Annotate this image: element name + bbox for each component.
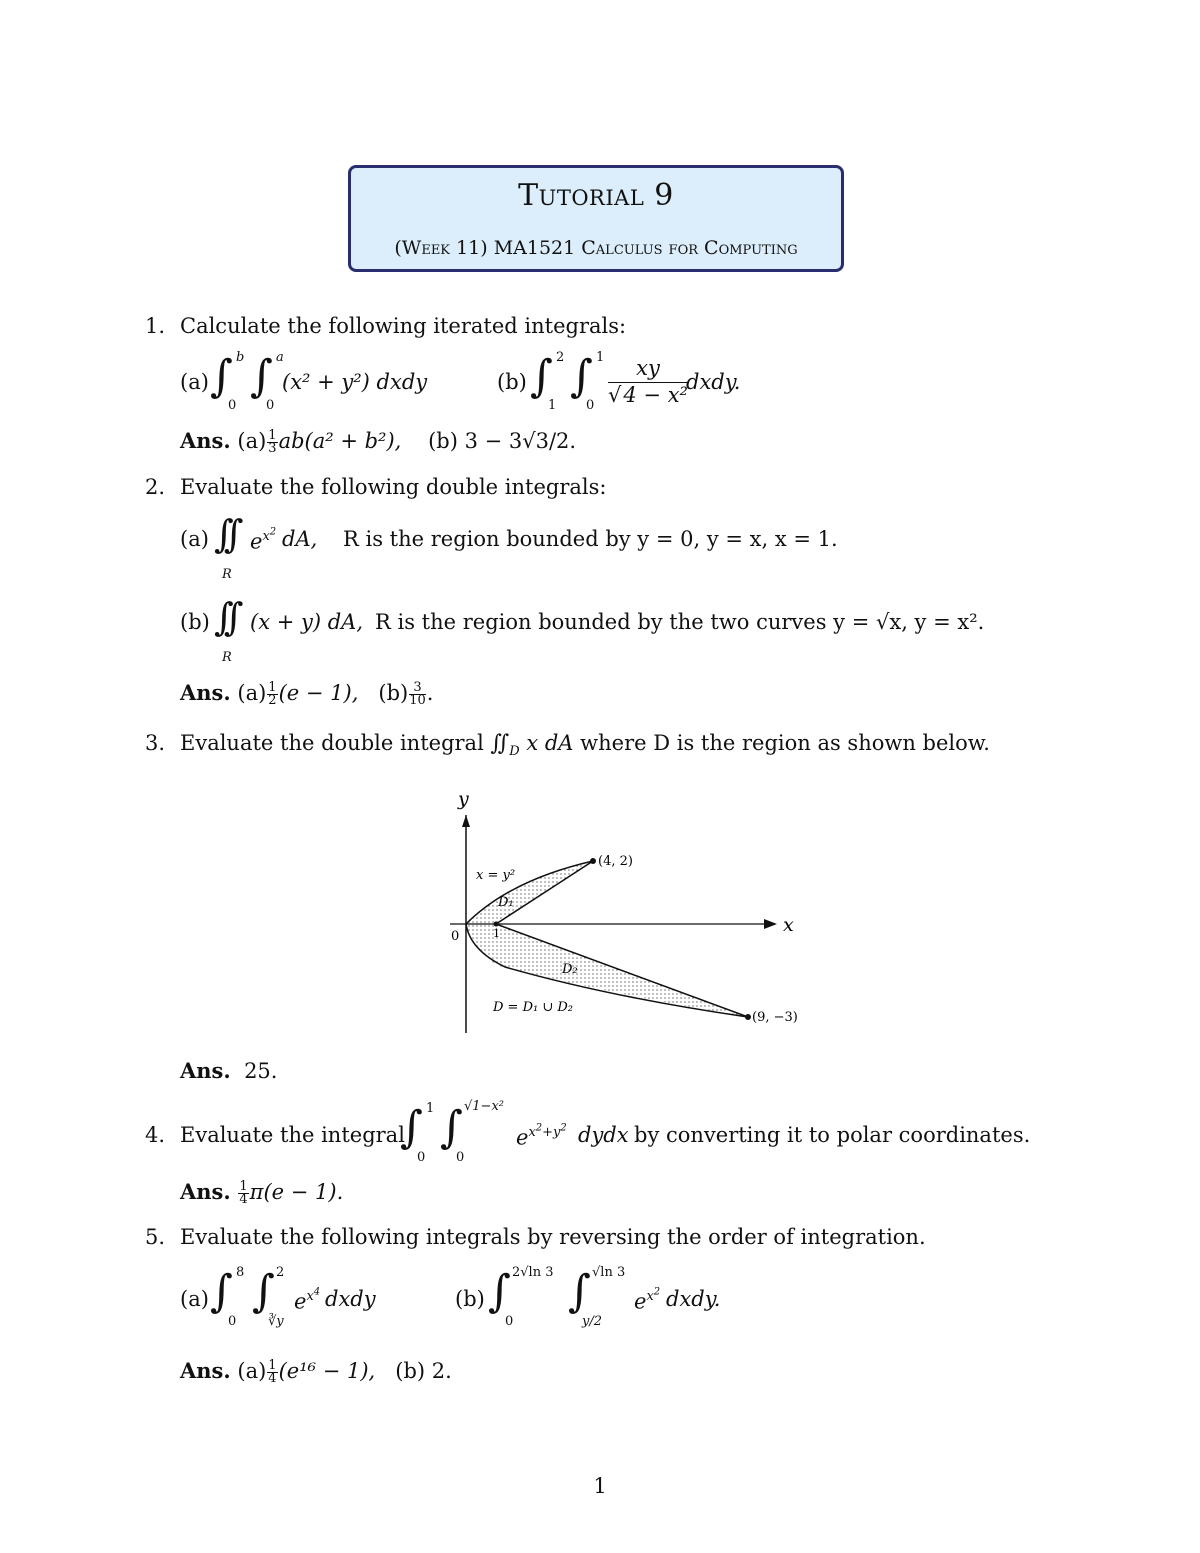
q5a-integral-inner: ∫	[252, 1266, 275, 1317]
q3-prompt-post: where D is the region as shown below.	[580, 731, 990, 755]
q4-number: 4.	[145, 1123, 166, 1147]
q3-prompt	[180, 731, 990, 759]
page-title: Tutorial 9	[518, 178, 674, 213]
q5-ans-a-frac	[267, 1360, 277, 1385]
point-1-0	[494, 922, 499, 927]
y-axis-label: y	[458, 788, 469, 810]
q1b-upper-outer: 2	[556, 350, 565, 365]
q1b-tail: dxdy.	[686, 370, 741, 394]
q1a-lower-inner: 0	[266, 398, 275, 413]
union-label: D = D₁ ∪ D₂	[493, 1000, 574, 1015]
q2-ans-b-num: 3	[409, 682, 426, 695]
q5b-lower-inner: y/2	[582, 1314, 602, 1329]
q5a-lower-outer: 0	[228, 1314, 237, 1329]
q5-ans-a-rest: (e¹⁶ − 1),	[278, 1359, 376, 1383]
q5b-upper-inner: √ln 3	[592, 1265, 626, 1280]
q5b-integral-outer: ∫	[488, 1266, 511, 1317]
q4-integrand: dydx	[578, 1123, 629, 1147]
q1b-label: (b)	[497, 370, 527, 394]
q4-prompt-post: by converting it to polar coordinates.	[634, 1123, 1031, 1147]
q4-upper-inner: √1−x²	[464, 1099, 504, 1114]
q3-integrand: x dA	[526, 731, 574, 755]
q2-ans-b-den: 10	[409, 693, 426, 708]
q3-ans-label: Ans.	[180, 1058, 231, 1083]
q5b-label: (b)	[455, 1287, 485, 1311]
point-4-2	[590, 858, 596, 864]
q2-ans-b: (b)	[378, 681, 409, 705]
q4-lower-outer: 0	[417, 1150, 426, 1165]
q1b-denominator: √4 − x²	[608, 383, 688, 407]
point-top-label: (4, 2)	[598, 854, 633, 869]
y-axis-arrow	[462, 815, 470, 827]
q5-ans-label: Ans.	[180, 1358, 231, 1383]
q5b-upper-outer: 2√ln 3	[512, 1265, 554, 1280]
q5a-integral-outer: ∫	[210, 1266, 233, 1317]
region-figure	[440, 785, 820, 1040]
q2a-label: (a)	[180, 527, 209, 551]
q3-number: 3.	[145, 731, 166, 755]
q4-answer	[180, 1179, 343, 1206]
q1-ans-a-num: 1	[268, 428, 277, 443]
q2-ans-a-num: 1	[268, 680, 277, 695]
q3-prompt-pre: Evaluate the double integral	[180, 731, 484, 755]
q1-ans-a: (a)	[237, 429, 267, 453]
q1b-upper-inner: 1	[596, 350, 605, 365]
q1b-numerator: xy	[608, 356, 688, 383]
q3-answer	[180, 1058, 277, 1083]
q2b-integrand: (x + y) dA,	[250, 610, 363, 634]
q5-ans-a-num: 1	[268, 1358, 277, 1373]
q4-ans-num: 1	[239, 1179, 248, 1194]
q1-ans-a-den: 3	[268, 441, 277, 456]
q3-double-integral: ∬	[490, 731, 510, 756]
q4-integral-outer: ∫	[400, 1102, 423, 1153]
q1b-denominator-radicand: 4 − x²	[623, 383, 688, 407]
one-label: 1	[493, 927, 500, 940]
q4-ans-label: Ans.	[180, 1179, 231, 1204]
q2b-double-integral: ∫∫	[214, 595, 234, 639]
q2-answer: Ans. (a) $\frac{1}{2}$ (e − 1), (b) $\frac{3}{10}$ .	[180, 680, 434, 708]
q1-ans-a-rest: ab(a² + b²),	[278, 429, 402, 453]
q1-ans-label: Ans.	[180, 428, 231, 453]
q5-answer	[180, 1358, 452, 1385]
q2b-region: R is the region bounded by the two curves y = √x, y = x².	[375, 610, 985, 634]
q1a-integrand: (x² + y²) dxdy	[282, 370, 428, 394]
q1a-upper-inner: a	[276, 350, 284, 365]
q1b-fraction	[608, 356, 688, 407]
q2-ans-a: (a)	[237, 681, 267, 705]
q1a-integral-inner: ∫	[250, 351, 273, 402]
q4-exp: $e^{x^2+y^2}$	[516, 1123, 567, 1150]
q5b-integral-inner: ∫	[568, 1266, 591, 1317]
q2-ans-b-frac	[409, 682, 426, 707]
q5a-upper-outer: 8	[236, 1265, 245, 1280]
q5a-upper-inner: 2	[276, 1265, 285, 1280]
q2-ans-a-den: 2	[268, 693, 277, 708]
q5b-exp: $e^{x^2}$	[634, 1287, 661, 1314]
q1a-lower-outer: 0	[228, 398, 237, 413]
q5b-tail: dxdy.	[666, 1287, 721, 1311]
q1a-label: (a)	[180, 370, 209, 394]
point-bottom-label: (9, −3)	[752, 1010, 798, 1025]
q3-sub-region: D	[509, 744, 520, 760]
q1a-integral-outer: ∫	[210, 351, 233, 402]
q2-number: 2.	[145, 475, 166, 499]
q5-ans-b: (b) 2.	[395, 1359, 452, 1383]
q5a-exp: $e^{x^4}$	[294, 1287, 321, 1314]
x-axis-label: x	[783, 914, 794, 936]
q1b-lower-outer: 1	[548, 398, 557, 413]
q5b-lower-outer: 0	[505, 1314, 514, 1329]
q5a-tail: dxdy	[325, 1287, 376, 1311]
q1-ans-a-frac	[267, 430, 277, 455]
q2b-sub-region: R	[222, 650, 232, 665]
title-box	[348, 165, 844, 272]
q2a-sub-region: R	[222, 567, 232, 582]
q2a-integrand: dA,	[282, 527, 318, 551]
q2a-double-integral: ∫∫	[214, 512, 234, 556]
q2-ans-label: Ans.	[180, 680, 231, 705]
page-subtitle: (Week 11) MA1521 Calculus for Computing	[394, 237, 798, 259]
q1a-upper-outer: b	[236, 350, 245, 365]
q2-ans-a-frac	[267, 682, 277, 707]
q1b-lower-inner: 0	[586, 398, 595, 413]
q4-prompt-pre: Evaluate the integral	[180, 1123, 405, 1147]
q2a-region: R is the region bounded by y = 0, y = x, x = 1.	[343, 527, 838, 551]
q5-ans-a: (a)	[237, 1359, 267, 1383]
q1-ans-b: (b) 3 − 3√3/2.	[428, 429, 577, 453]
q5a-label: (a)	[180, 1287, 209, 1311]
q2a-exp: $e^{x^2}$	[250, 527, 277, 554]
d1-label: D₁	[498, 895, 514, 910]
q5-number: 5.	[145, 1225, 166, 1249]
q5-ans-a-den: 4	[268, 1371, 277, 1386]
page-number: 1	[593, 1474, 607, 1498]
q3-ans-value: 25.	[244, 1059, 278, 1083]
q2b-label: (b)	[180, 610, 210, 634]
q1-number: 1.	[145, 314, 166, 338]
point-9-neg3	[745, 1014, 751, 1020]
q4-ans-frac	[238, 1181, 248, 1206]
q1-answer	[180, 428, 576, 455]
q1b-integral-inner: ∫	[570, 351, 593, 402]
q4-ans-rest: π(e − 1).	[249, 1180, 344, 1204]
q1b-integral-outer: ∫	[530, 351, 553, 402]
curve-label: x = y²	[476, 868, 516, 883]
q2-prompt: Evaluate the following double integrals:	[180, 475, 607, 499]
q4-lower-inner: 0	[456, 1150, 465, 1165]
x-axis-arrow	[764, 919, 777, 929]
q1-prompt: Calculate the following iterated integrals:	[180, 314, 627, 338]
d2-label: D₂	[562, 962, 578, 977]
q4-upper-outer: 1	[426, 1101, 435, 1116]
q4-integral-inner: ∫	[440, 1102, 463, 1153]
q4-ans-den: 4	[239, 1192, 248, 1207]
q2-ans-a-rest: (e − 1),	[278, 681, 359, 705]
q5a-lower-inner: ∛y	[268, 1314, 284, 1329]
q5-prompt: Evaluate the following integrals by reversing the order of integration.	[180, 1225, 926, 1249]
origin-label: 0	[451, 929, 460, 944]
